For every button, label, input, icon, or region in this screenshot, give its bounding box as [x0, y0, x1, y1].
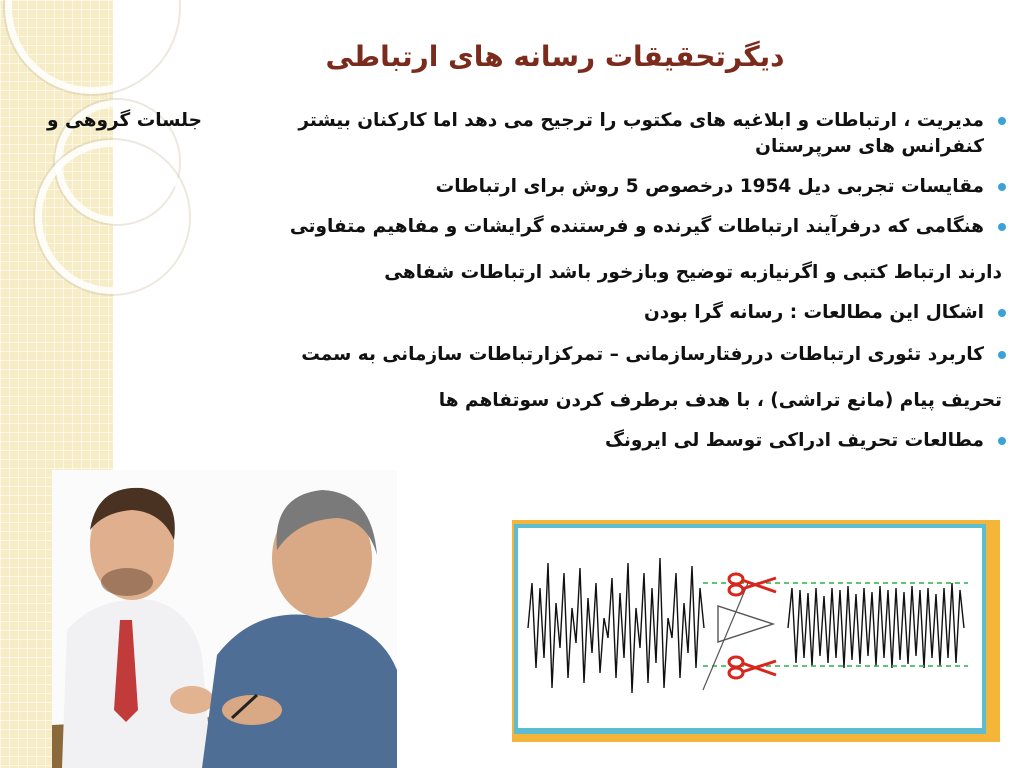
bullet-item — [34, 342, 1002, 414]
bullet-item — [34, 428, 984, 454]
bullet-text: مطالعات تحریف ادراکی توسط لی ایرونگ — [604, 430, 984, 451]
bullet-icon — [998, 223, 1006, 231]
bullet-icon — [998, 437, 1006, 445]
bullet-text: دارند ارتباط کتبی و اگرنیازبه توضیح وبازخور باشد ارتباطات شفاهی — [384, 262, 1002, 283]
bullet-icon — [998, 183, 1006, 191]
bullet-list — [34, 108, 1002, 462]
clipped-wave-signal-diagram — [518, 528, 982, 728]
decorative-circle — [5, 0, 179, 94]
bullet-item — [34, 300, 984, 326]
slide-title: دیگرتحقیقات رسانه های ارتباطی — [325, 40, 785, 73]
two-men-conversation-photo — [52, 470, 397, 768]
bullet-text: تحریف پیام (مانع تراشی) ، با هدف برطرف کردن سوتفاهم ها — [438, 390, 1002, 411]
bullet-icon — [998, 351, 1006, 359]
bullet-overflow-text: جلسات گروهی و — [47, 110, 202, 131]
bullet-item — [34, 108, 984, 160]
bullet-icon — [998, 309, 1006, 317]
bullet-icon — [998, 117, 1006, 125]
bullet-item — [34, 174, 984, 200]
bullet-text: مقایسات تجربی دیل 1954 درخصوص 5 روش برای ارتباطات — [435, 176, 984, 197]
bullet-text: هنگامی که درفرآیند ارتباطات گیرنده و فرستنده گرایشات و مفاهیم متفاوتی — [289, 216, 984, 237]
bullet-text: کاربرد تئوری ارتباطات دررفتارسازمانی – تمرکزارتباطات سازمانی به سمت — [301, 344, 984, 365]
bullet-text: اشکال این مطالعات : رسانه گرا بودن — [643, 302, 984, 323]
bullet-text: مدیریت ، ارتباطات و ابلاغیه های مکتوب را ترجیح می دهد اما کارکنان بیشتر — [298, 110, 984, 131]
bullet-item — [34, 214, 1002, 286]
bullet-text: کنفرانس های سرپرستان — [755, 136, 984, 157]
